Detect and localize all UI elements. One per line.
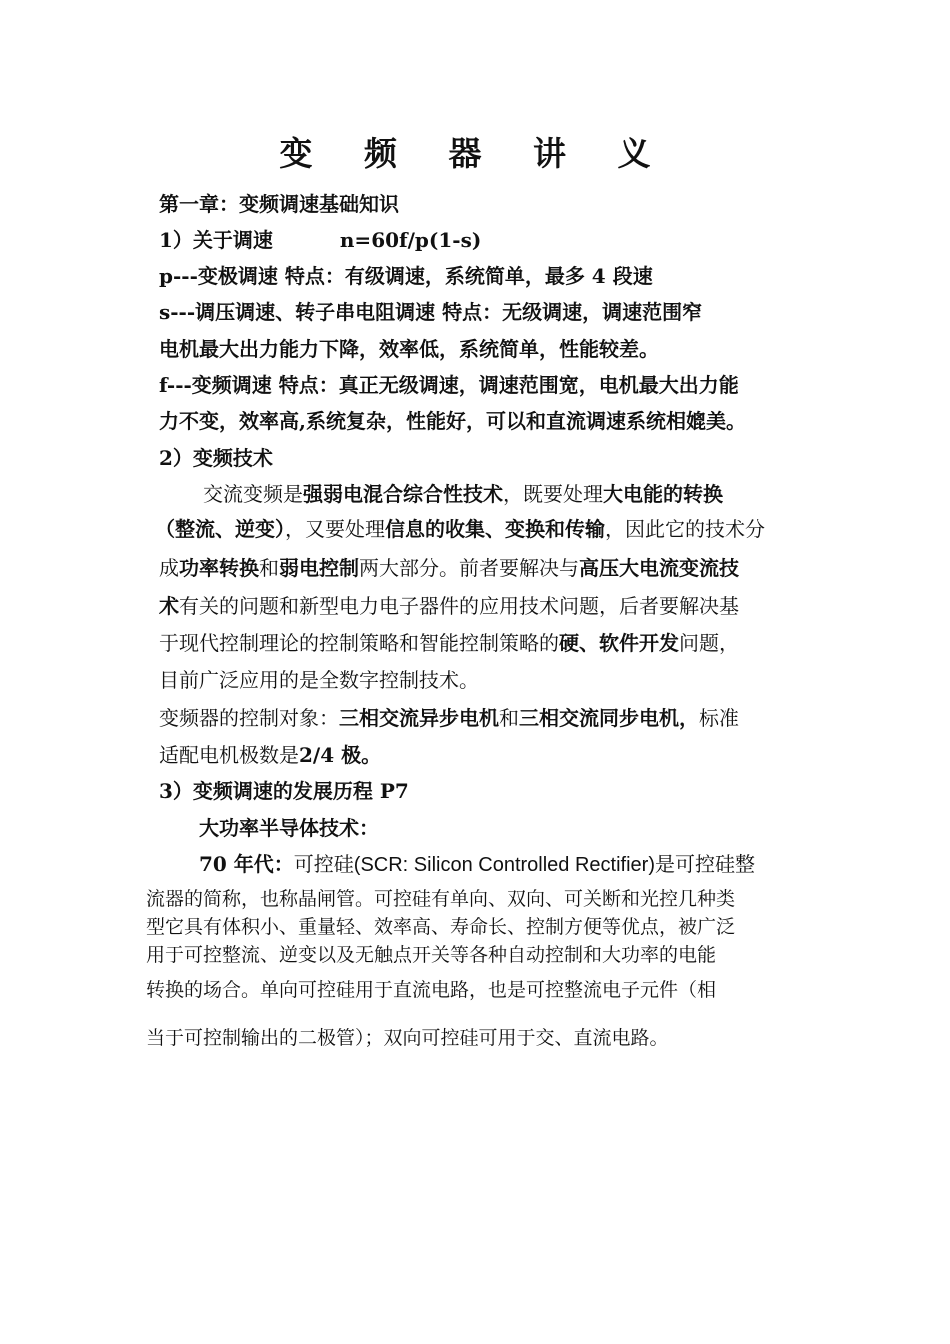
emphasis: 大电能的转换 [603, 482, 723, 506]
text: ，既要处理 [503, 482, 603, 506]
text: 有关的问题和新型电力电子器件的应用技术问题，后者要解决基 [179, 594, 739, 618]
section-1-heading [159, 226, 839, 254]
chapter-heading: 第一章：变频调速基础知识 [159, 192, 399, 216]
control-object-line-1 [159, 704, 839, 732]
text: ，又要处理 [285, 517, 385, 541]
section-1-label: 1）关于调速 [159, 228, 273, 252]
body-line: 型它具有体积小、重量轻、效率高、寿命长、控制方便等优点，被广泛 [146, 916, 736, 938]
emphasis: 2/4 极。 [299, 743, 382, 767]
paragraph-line: 目前广泛应用的是全数字控制技术。 [159, 668, 479, 692]
body-line: 当于可控制输出的二极管）；双向可控硅可用于交、直流电路。 [146, 1027, 669, 1049]
emphasis: 信息的收集、变换和传输 [385, 517, 605, 541]
paragraph-line [159, 629, 839, 657]
era-text: 可控硅(SCR: Silicon Controlled Rectifier)是可控硅整 [293, 854, 755, 876]
paragraph-line [159, 592, 839, 620]
text: 成 [159, 556, 179, 580]
voltage-speed-line-2: 电机最大出力能力下降，效率低，系统简单，性能较差。 [159, 337, 659, 361]
paragraph-line [155, 515, 835, 543]
era-line [199, 850, 879, 879]
freq-speed-line-1: f---变频调速 特点：真正无级调速，调速范围宽，电机最大出力能 [159, 373, 739, 397]
section-2-heading: 2）变频技术 [159, 446, 273, 470]
text: 变频器的控制对象： [159, 706, 339, 730]
text: 和 [499, 706, 519, 730]
body-line: 转换的场合。单向可控硅用于直流电路，也是可控整流电子元件（相 [146, 979, 717, 1001]
text: 适配电机极数是 [159, 743, 299, 767]
emphasis: 硬、软件开发 [559, 631, 679, 655]
text: ，因此它的技术分 [605, 517, 765, 541]
text: 于现代控制理论的控制策略和智能控制策略的 [159, 631, 559, 655]
emphasis: 术 [159, 594, 179, 618]
emphasis: 三相交流同步电机， [519, 706, 699, 730]
paragraph-line [203, 480, 883, 508]
body-line: 用于可控整流、逆变以及无触点开关等各种自动控制和大功率的电能 [146, 944, 717, 966]
page-title: 变 频 器 讲 义 [279, 134, 671, 173]
emphasis: 高压大电流变流技 [579, 556, 739, 580]
voltage-speed-line-1: s---调压调速、转子串电阻调速 特点：无级调速，调速范围窄 [159, 300, 703, 324]
subsection-heading: 大功率半导体技术： [199, 816, 379, 840]
text: 问题， [679, 631, 739, 655]
emphasis: （整流、逆变） [155, 517, 285, 541]
text: 和 [259, 556, 279, 580]
speed-formula: n=60f/p(1-s) [339, 228, 482, 252]
text: 交流变频是 [203, 482, 303, 506]
emphasis: 强弱电混合综合性技术 [303, 482, 503, 506]
paragraph-line [159, 554, 839, 582]
emphasis: 三相交流异步电机 [339, 706, 499, 730]
emphasis: 弱电控制 [279, 556, 359, 580]
pole-change-line: p---变极调速 特点：有级调速，系统简单，最多 4 段速 [159, 264, 653, 288]
text: 标准 [699, 706, 739, 730]
emphasis: 功率转换 [179, 556, 259, 580]
era-label: 70 年代： [199, 852, 294, 876]
freq-speed-line-2: 力不变，效率高,系统复杂，性能好，可以和直流调速系统相媲美。 [159, 409, 746, 433]
section-3-heading: 3）变频调速的发展历程 P7 [159, 779, 409, 803]
body-line: 流器的简称，也称晶闸管。可控硅有单向、双向、可关断和光控几种类 [146, 888, 736, 910]
control-object-line-2 [159, 741, 839, 769]
text: 两大部分。前者要解决与 [359, 556, 579, 580]
